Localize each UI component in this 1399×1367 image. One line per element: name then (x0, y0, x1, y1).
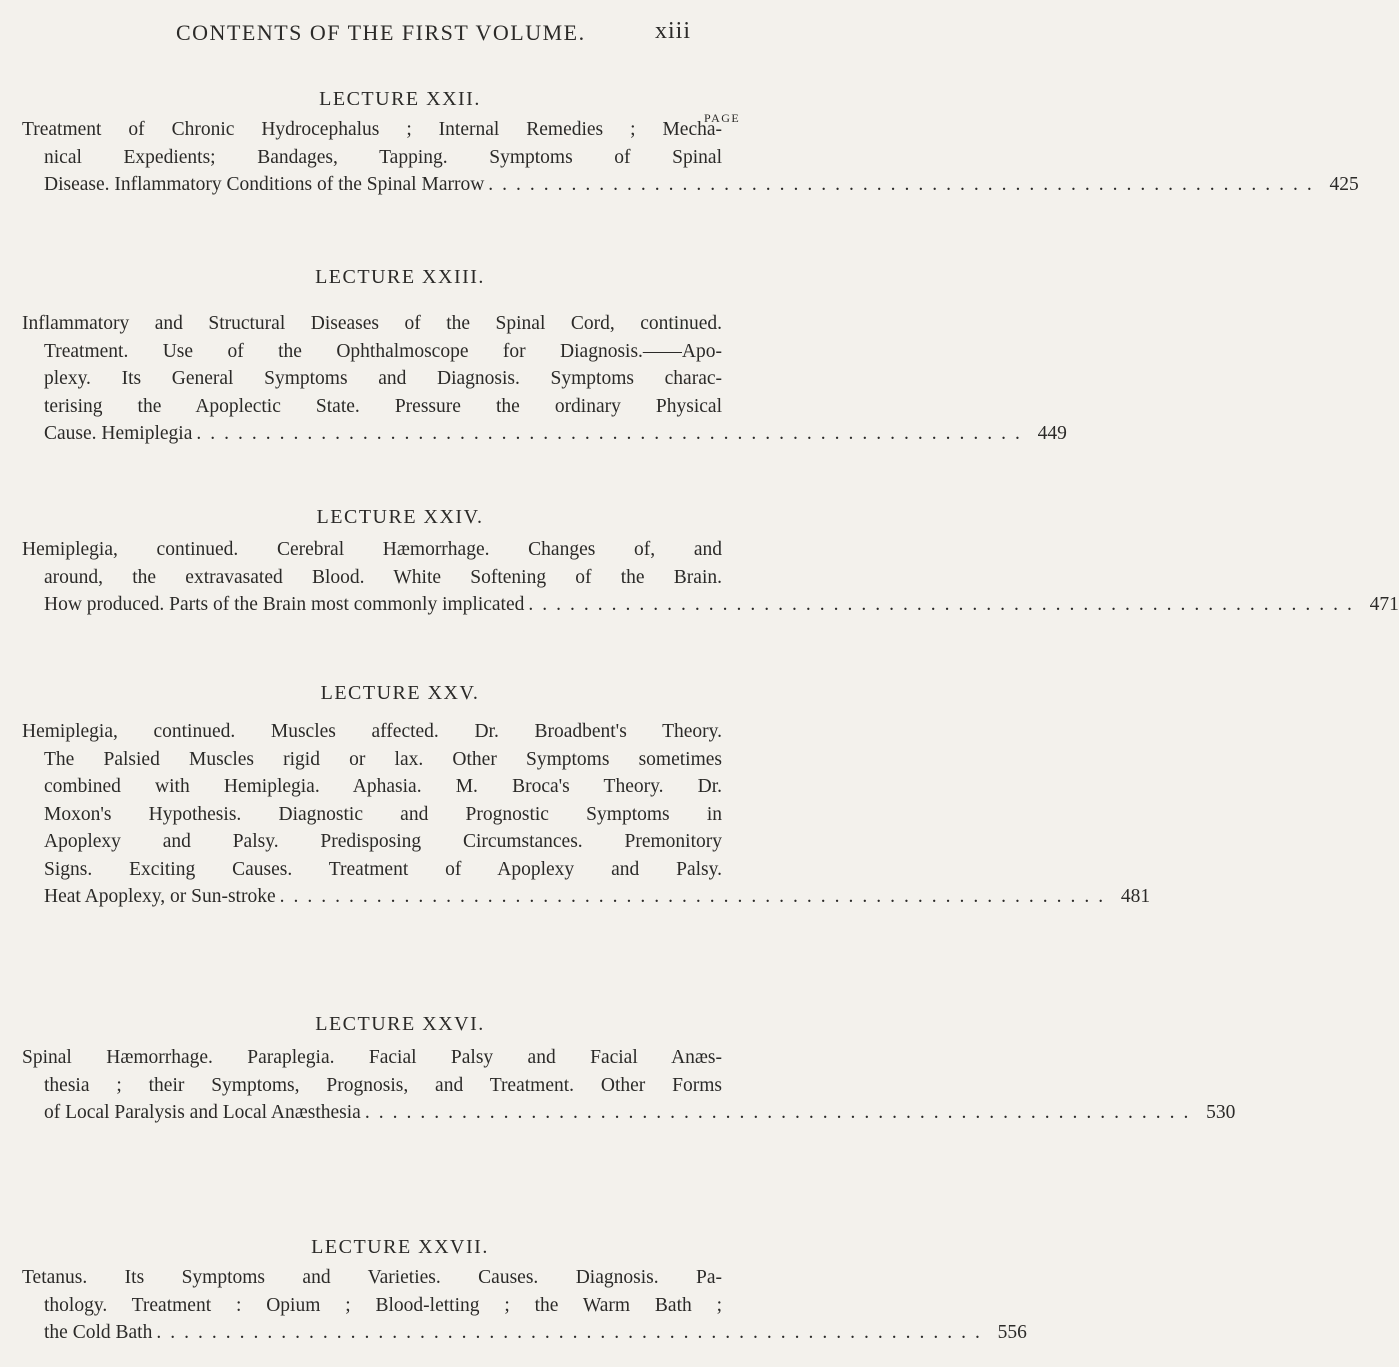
summary-line: thesia ; their Symptoms, Prognosis, and Treatment. Other Forms (44, 1074, 722, 1096)
page-number: 481 (1120, 886, 1151, 907)
summary-line: terising the Apoplectic State. Pressure the ordinary Physical (44, 395, 722, 417)
lecture-summary (22, 310, 1067, 448)
summary-line: around, the extravasated Blood. White Softening of the Brain. (44, 566, 722, 588)
lecture-title: LECTURE XXII. (319, 88, 481, 110)
summary-line: combined with Hemiplegia. Aphasia. M. Broca's Theory. Dr. (44, 776, 722, 797)
page-number: 530 (1206, 1102, 1236, 1123)
running-header (0, 14, 800, 54)
running-title: CONTENTS OF THE FIRST VOLUME. (176, 20, 586, 45)
lecture-summary (22, 1044, 1236, 1127)
summary-line: The Palsied Muscles rigid or lax. Other Symptoms sometimes (44, 748, 722, 770)
lecture-title: LECTURE XXV. (320, 682, 480, 704)
dot-leader: ............................................................ (196, 423, 1029, 444)
page-folio: xiii (655, 18, 692, 44)
summary-line: Cause. Hemiplegia (44, 423, 193, 444)
summary-line: nical Expedients; Bandages, Tapping. Symptoms of Spinal (44, 146, 722, 168)
summary-last-line (22, 883, 1151, 911)
lecture-title: LECTURE XXVII. (311, 1236, 489, 1258)
page-number: 556 (997, 1322, 1027, 1343)
summary-line: Heat Apoplexy, or Sun-stroke (44, 886, 276, 907)
lecture-title: LECTURE XXIII. (315, 266, 485, 288)
summary-last-line (22, 1319, 1027, 1347)
summary-line: Spinal Hæmorrhage. Paraplegia. Facial Palsy and Facial Anæs- (22, 1047, 722, 1068)
dot-leader: ............................................................ (364, 1102, 1198, 1123)
summary-line: of Local Paralysis and Local Anæsthesia (44, 1102, 361, 1123)
summary-line: Tetanus. Its Symptoms and Varieties. Causes. Diagnosis. Pa- (22, 1267, 722, 1288)
summary-line: plexy. Its General Symptoms and Diagnosis. Symptoms charac- (44, 368, 722, 389)
dot-leader: ............................................................ (528, 594, 1361, 615)
page-number: 425 (1329, 174, 1359, 195)
summary-line: Hemiplegia, continued. Cerebral Hæmorrhage. Changes of, and (22, 539, 722, 560)
summary-last-line (22, 591, 1399, 619)
summary-line: Disease. Inflammatory Conditions of the Spinal Marrow (44, 174, 485, 195)
page-column-label: PAGE (704, 111, 741, 125)
summary-line: Treatment. Use of the Ophthalmoscope for Diagnosis.——Apo- (44, 340, 722, 362)
summary-line: Treatment of Chronic Hydrocephalus ; Internal Remedies ; Mecha- (22, 119, 722, 140)
lecture-summary (22, 718, 1151, 911)
dot-leader: ............................................................ (488, 174, 1321, 195)
summary-line: Moxon's Hypothesis. Diagnostic and Prognostic Symptoms in (44, 803, 722, 825)
summary-line: Hemiplegia, continued. Muscles affected. Dr. Broadbent's Theory. (22, 721, 722, 742)
summary-line: How produced. Parts of the Brain most commonly implicated (44, 594, 525, 615)
summary-last-line (22, 420, 1067, 448)
summary-line: thology. Treatment : Opium ; Blood-letting ; the Warm Bath ; (44, 1294, 722, 1316)
lecture-title: LECTURE XXIV. (316, 506, 484, 528)
page-number: 449 (1037, 423, 1067, 444)
summary-line: Signs. Exciting Causes. Treatment of Apoplexy and Palsy. (44, 858, 722, 880)
summary-line: Apoplexy and Palsy. Predisposing Circumstances. Premonitory (44, 831, 722, 852)
dot-leader: ............................................................ (156, 1322, 989, 1343)
page-number: 471 (1369, 594, 1399, 615)
summary-last-line (22, 171, 1359, 199)
lecture-summary (22, 536, 1399, 619)
summary-line: Inflammatory and Structural Diseases of the Spinal Cord, continued. (22, 313, 722, 334)
summary-line: the Cold Bath (44, 1322, 153, 1343)
lecture-title: LECTURE XXVI. (315, 1013, 485, 1035)
summary-last-line (22, 1099, 1236, 1127)
dot-leader: ............................................................ (279, 886, 1113, 907)
lecture-summary (22, 1264, 1027, 1347)
